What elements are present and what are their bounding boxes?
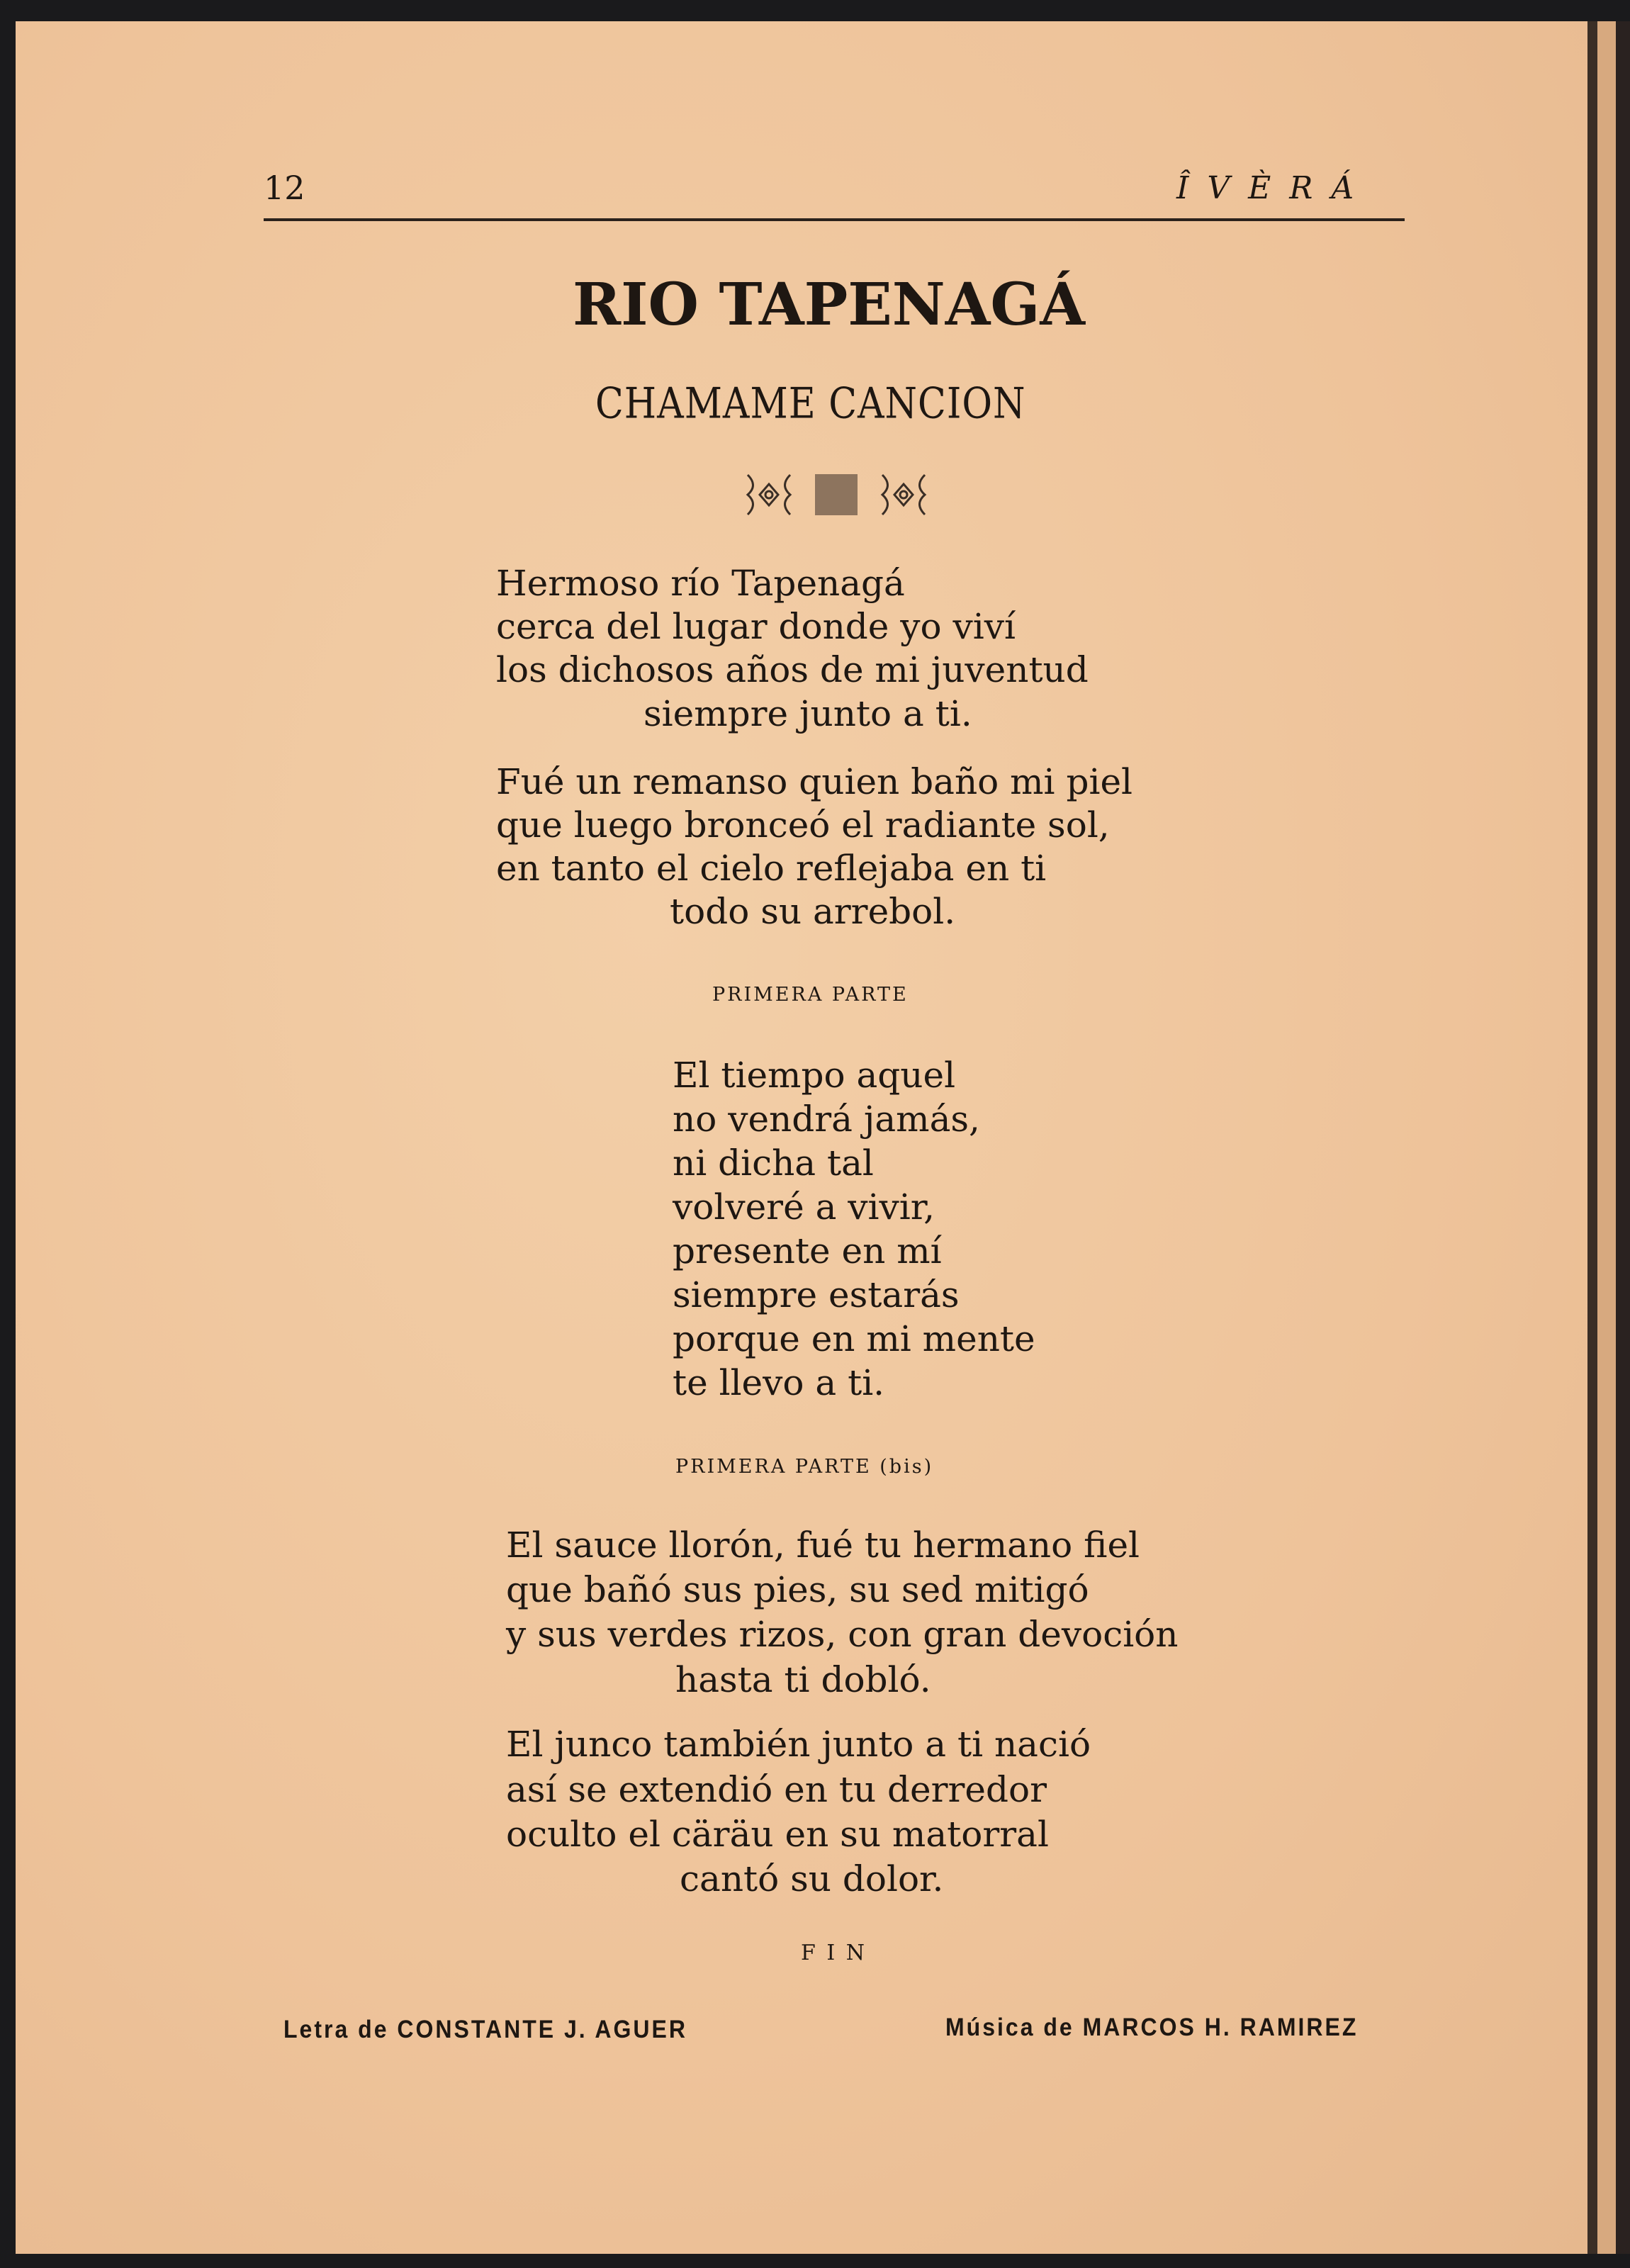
verse-line: El tiempo aquel	[673, 1055, 956, 1096]
song-title: RIO TAPENAGÁ	[573, 271, 1086, 339]
verse-line: y sus verdes rizos, con gran devoción	[506, 1614, 1179, 1655]
verse-line: oculto el cäräu en su matorral	[506, 1814, 1049, 1855]
verse-line: cantó su dolor.	[680, 1858, 944, 1899]
book-spine	[1587, 21, 1597, 2254]
section-label: PRIMERA PARTE (bis)	[675, 1456, 934, 1478]
verse-line: no vendrá jamás,	[673, 1099, 980, 1140]
verse-line: El junco también junto a ti nació	[506, 1724, 1091, 1765]
verse-line: que luego bronceó el radiante sol,	[496, 804, 1110, 846]
verse-line: cerca del lugar donde yo viví	[496, 606, 1016, 647]
verse-line: te llevo a ti.	[673, 1362, 885, 1403]
verse-line: Hermoso río Tapenagá	[496, 563, 905, 604]
ornament-icon	[744, 471, 928, 518]
scan-border	[1616, 21, 1630, 2254]
verse-line: hasta ti dobló.	[675, 1659, 931, 1700]
header-rule	[264, 218, 1405, 221]
verse-line: así se extendió en tu derredor	[506, 1769, 1047, 1810]
song-subtitle: CHAMAME CANCION	[595, 379, 1026, 429]
verse-line: los dichosos años de mi juventud	[496, 649, 1089, 690]
verse-line: siempre estarás	[673, 1274, 960, 1315]
verse-line: volveré a vivir,	[673, 1186, 935, 1228]
verse-line: El sauce llorón, fué tu hermano fiel	[506, 1525, 1140, 1566]
verse-line: ni dicha tal	[673, 1143, 874, 1184]
lyrics-credit: Letra de CONSTANTE J. AGUER	[283, 2015, 687, 2043]
page-number: 12	[264, 169, 305, 207]
verse-line: siempre junto a ti.	[643, 693, 972, 734]
section-label: PRIMERA PARTE	[712, 984, 909, 1006]
verse-line: todo su arrebol.	[670, 891, 956, 932]
journal-title: Î V È R Á	[1176, 170, 1359, 206]
verse-line: porque en mi mente	[673, 1318, 1035, 1359]
verse-line: en tanto el cielo reflejaba en ti	[496, 848, 1047, 889]
verse-line: Fué un remanso quien baño mi piel	[496, 761, 1133, 802]
end-mark: F I N	[801, 1941, 867, 1965]
verse-line: presente en mí	[673, 1230, 942, 1271]
music-credit: Música de MARCOS H. RAMIREZ	[945, 2013, 1359, 2041]
verse-line: que bañó sus pies, su sed mitigó	[506, 1569, 1089, 1610]
